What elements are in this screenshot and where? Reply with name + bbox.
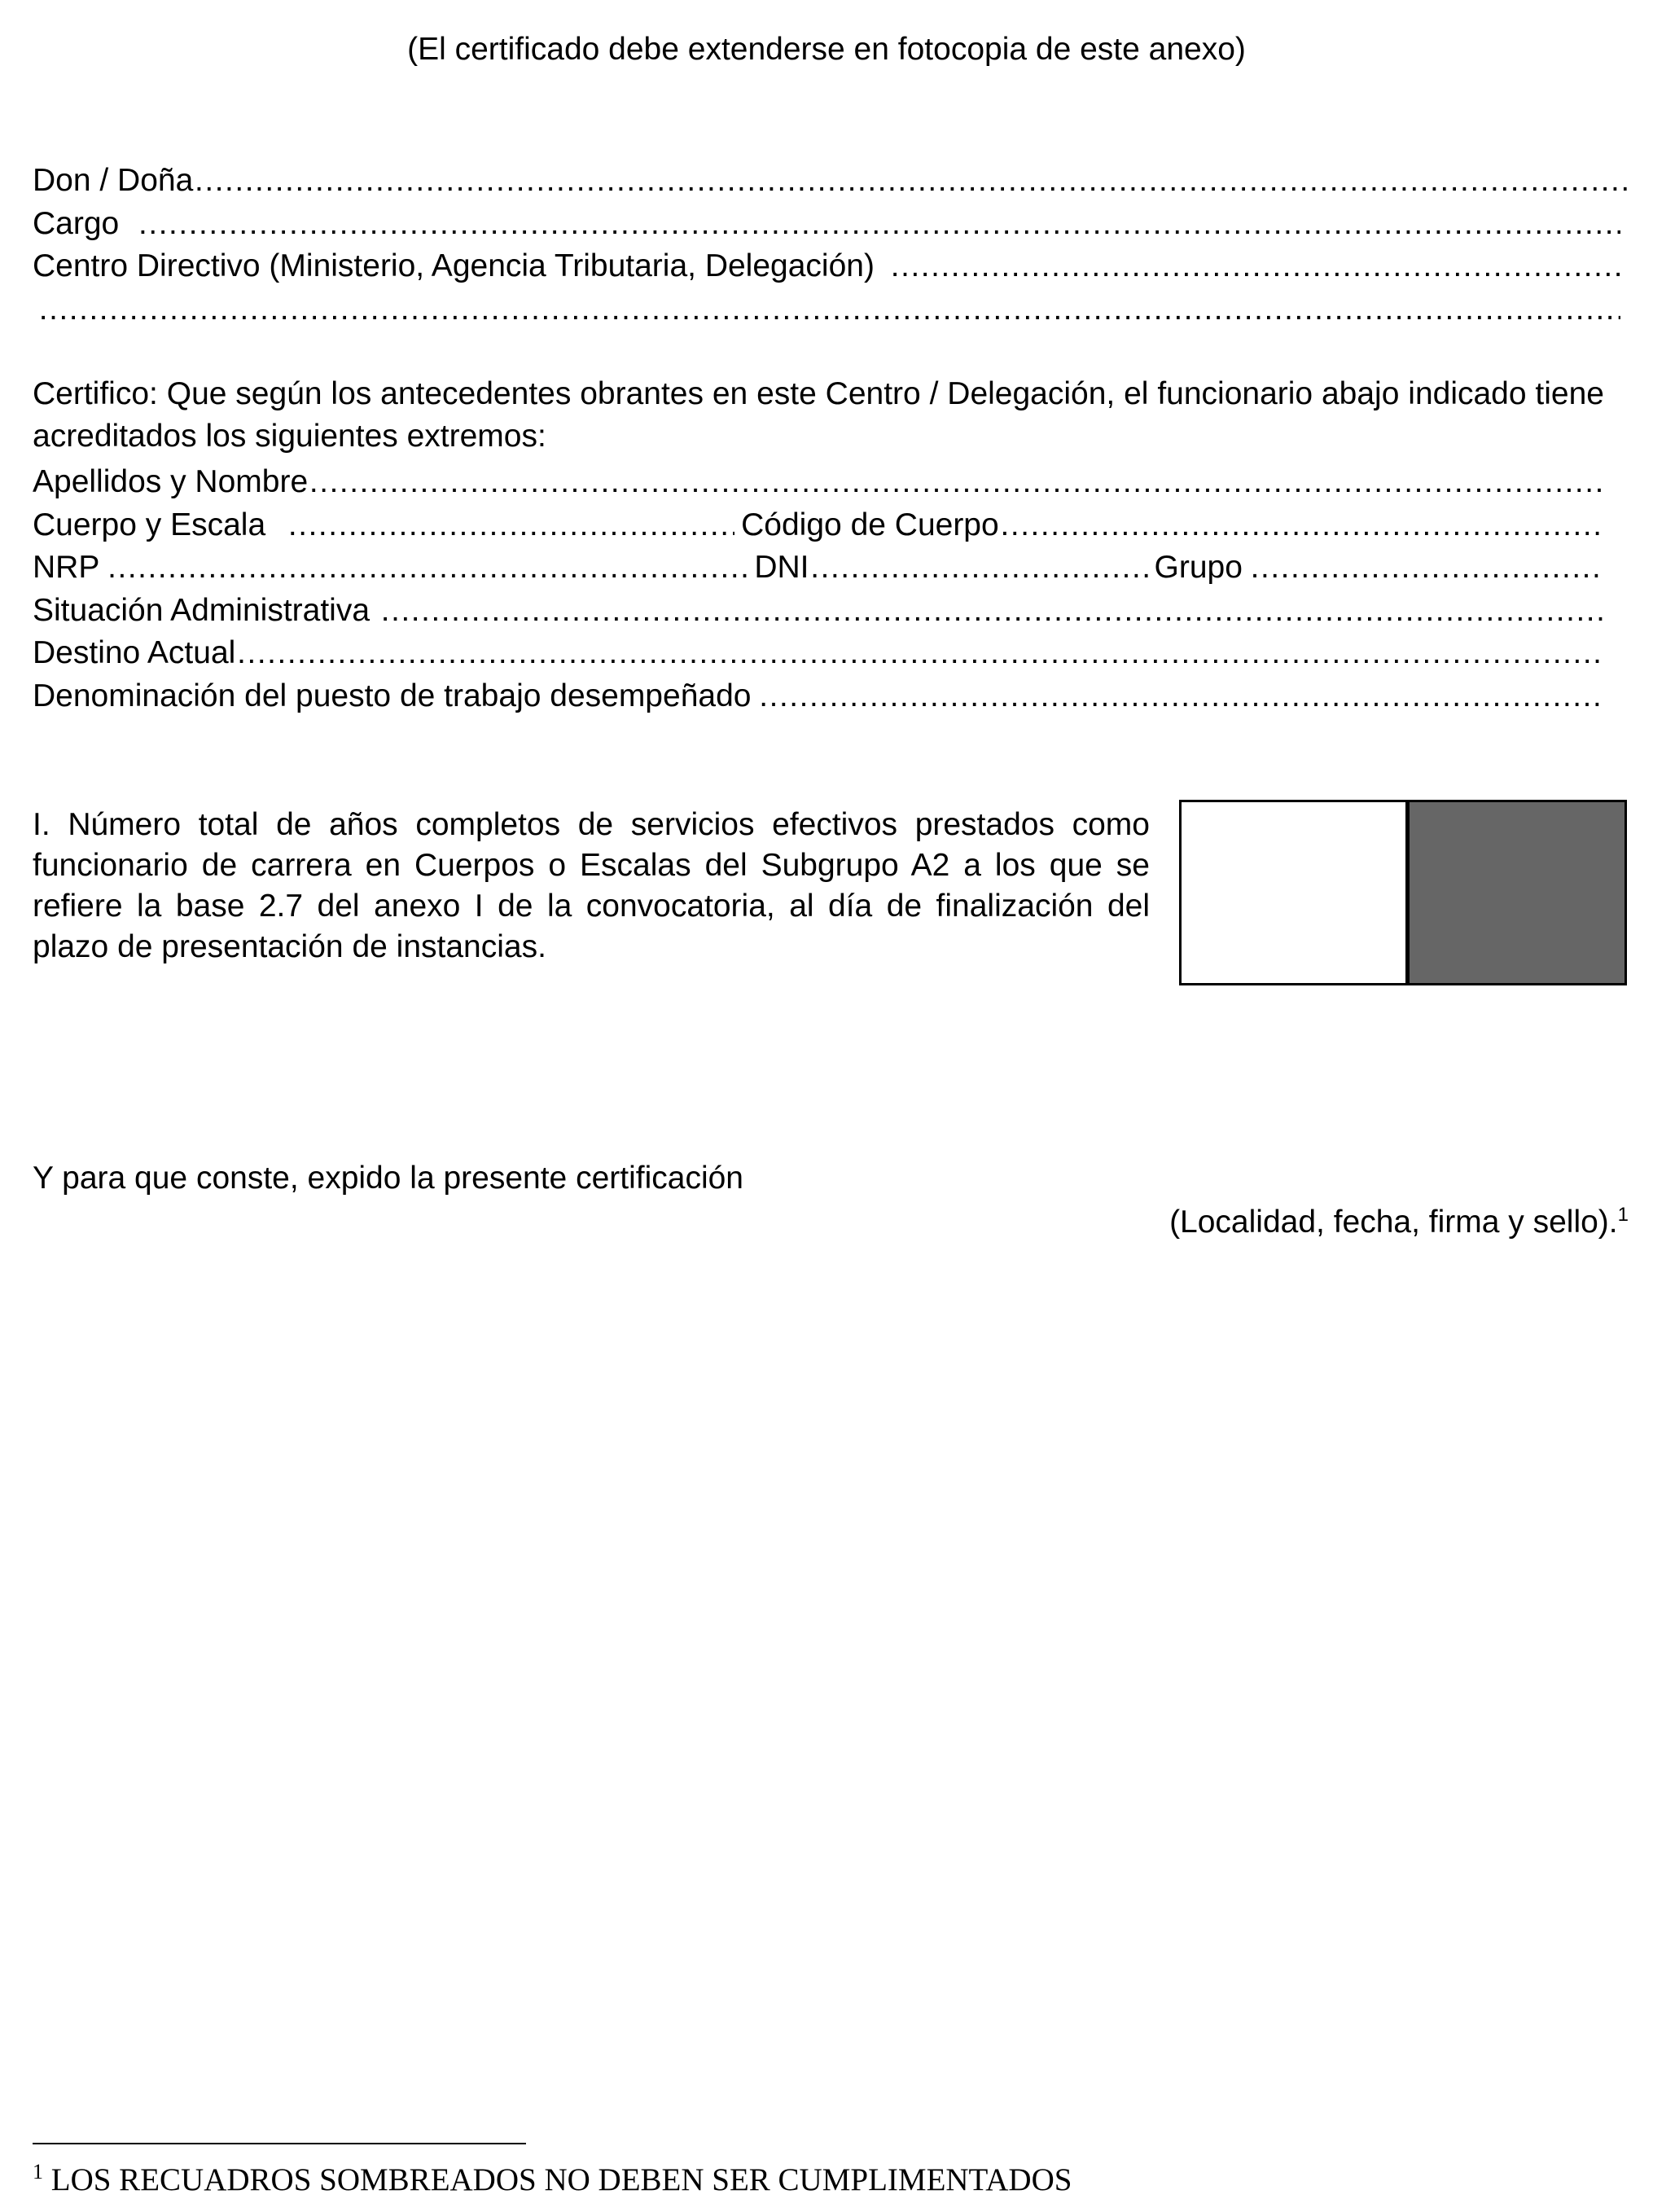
apellidos-nombre-field[interactable] — [33, 461, 1604, 504]
cargo-field[interactable] — [33, 203, 1620, 246]
cuerpo-escala-line[interactable] — [287, 504, 734, 547]
centro-directivo-label: Centro Directivo (Ministerio, Agencia Tributaria, Delegación) — [33, 248, 875, 283]
copy-instruction: (El certificado debe extenderse en fotocopia de este anexo) — [407, 32, 1246, 67]
destino-field[interactable] — [33, 632, 1604, 675]
situacion-label: Situación Administrativa — [33, 592, 370, 628]
denominacion-field[interactable] — [33, 675, 1604, 718]
destino-line — [235, 632, 1604, 675]
nrp-label: NRP — [33, 550, 100, 585]
centro-directivo-line — [889, 245, 1620, 288]
codigo-cuerpo-line[interactable] — [999, 504, 1604, 547]
don-dona-field[interactable] — [33, 160, 1630, 203]
denominacion-line — [757, 675, 1604, 718]
cargo-line — [137, 203, 1620, 246]
nrp-line[interactable] — [106, 546, 749, 590]
footnote-rule — [33, 2143, 526, 2144]
situacion-field[interactable] — [33, 590, 1604, 633]
situacion-line — [379, 590, 1604, 633]
apellidos-nombre-label: Apellidos y Nombre — [33, 464, 309, 499]
destino-label: Destino Actual — [33, 635, 236, 670]
funcionario-block — [33, 461, 1604, 718]
denominacion-label: Denominación del puesto de trabajo desempeñado — [33, 678, 752, 713]
footnote-mark: 1 — [33, 2160, 43, 2183]
cuerpo-escala-row — [33, 504, 1604, 547]
dni-line[interactable] — [809, 546, 1155, 590]
cuerpo-escala-label: Cuerpo y Escala — [33, 507, 266, 542]
section-i-text: I. Número total de años completos de servicios efectivos prestados como funcionario de carrera en Cuerpos o Escalas del Subgrupo A2 a los que se refiere la base 2.7 del anexo I de la convocatoria, al día de finalización del plazo de presentación de instancias. — [33, 807, 1150, 964]
centro-directivo-continuation[interactable] — [33, 288, 1620, 331]
don-dona-line — [193, 160, 1630, 203]
grupo-label: Grupo — [1154, 550, 1243, 585]
grupo-line[interactable] — [1249, 546, 1604, 590]
footnote — [33, 2160, 1072, 2201]
apellidos-nombre-line — [308, 461, 1604, 504]
certifier-block — [33, 160, 1630, 331]
footnote-ref: 1 — [1617, 1204, 1629, 1226]
signature-text: (Localidad, fecha, firma y sello). — [1169, 1205, 1618, 1240]
dni-label: DNI — [754, 550, 809, 585]
conste-statement: Y para que conste, expido la presente certificación — [33, 1161, 743, 1196]
shaded-box — [1405, 800, 1627, 985]
codigo-cuerpo-label: Código de Cuerpo — [741, 507, 999, 542]
footnote-text: LOS RECUADROS SOMBREADOS NO DEBEN SER CUMPLIMENTADOS — [50, 2162, 1072, 2197]
nrp-dni-grupo-row — [33, 546, 1604, 590]
years-entry-box[interactable] — [1179, 800, 1409, 985]
centro-directivo-line-2 — [37, 288, 1620, 331]
cargo-label: Cargo — [33, 205, 120, 241]
signature-line — [1169, 1202, 1629, 1243]
centro-directivo-field[interactable] — [33, 245, 1620, 288]
don-dona-label: Don / Doña — [33, 163, 194, 198]
certifico-paragraph: Certifico: Que según los antecedentes obrantes en este Centro / Delegación, el funcionario abajo indicado tiene acreditados los siguientes extremos: — [33, 376, 1604, 454]
